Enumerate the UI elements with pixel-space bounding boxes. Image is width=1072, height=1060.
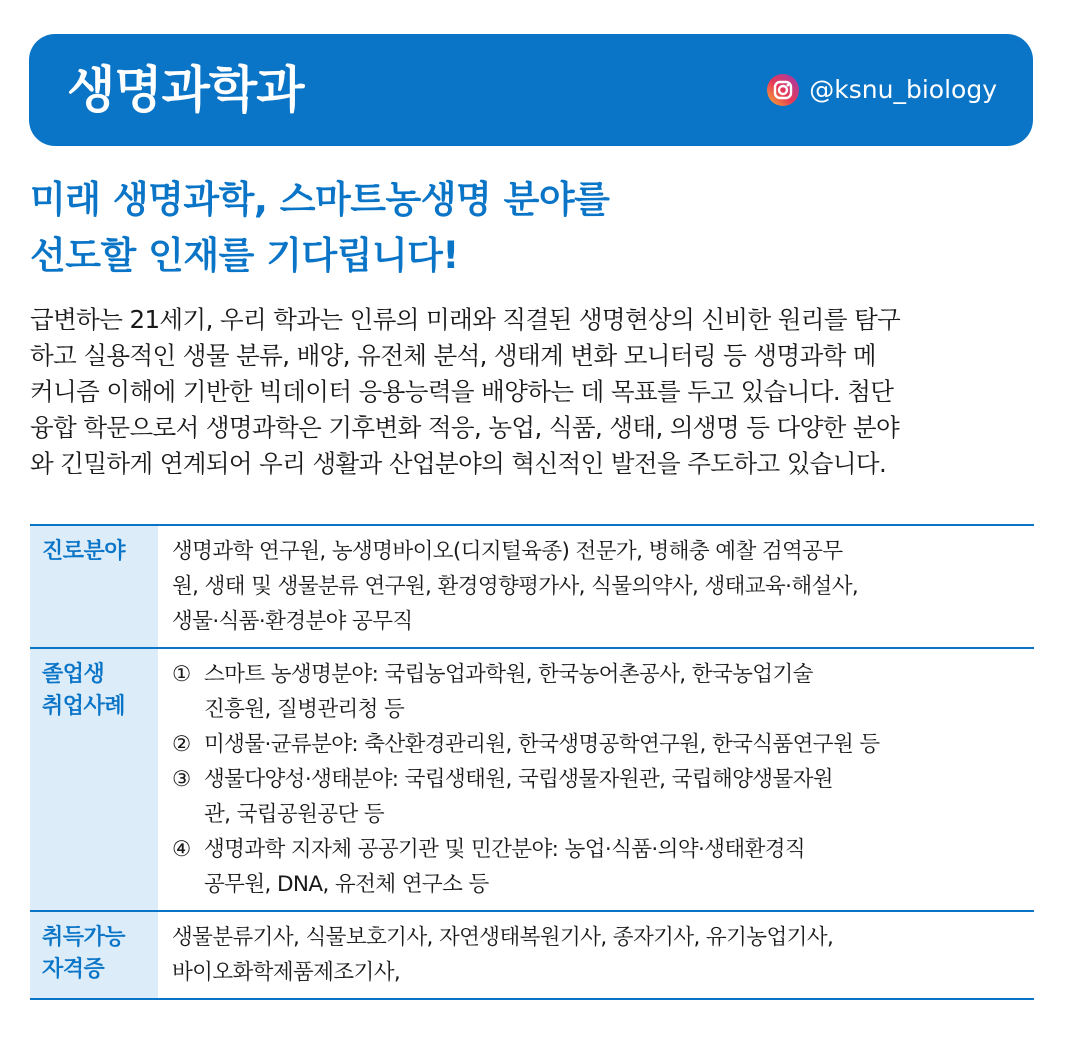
- list-item: [172, 832, 1034, 902]
- item-line: 스마트 농생명분야: 국립농업과학원, 한국농어촌공사, 한국농업기술: [204, 662, 813, 687]
- career-label-text: 진로분야: [42, 539, 126, 564]
- certificates-label-text: 취득가능: [42, 925, 126, 950]
- career-line: 생명과학 연구원, 농생명바이오(디지털육종) 전문가, 병해충 예찰 검역공무: [172, 539, 843, 564]
- header-banner: [29, 34, 1033, 146]
- career-line: 원, 생태 및 생물분류 연구원, 환경영향평가사, 식물의약사, 생태교육·해설사,: [172, 574, 859, 599]
- intro-line: 와 긴밀하게 연계되어 우리 생활과 산업분야의 혁신적인 발전을 주도하고 있습니다.: [30, 449, 887, 478]
- item-number: ③: [172, 767, 191, 792]
- intro-line: 커니즘 이해에 기반한 빅데이터 응용능력을 배양하는 데 목표를 두고 있습니다. 첨단: [30, 377, 894, 406]
- list-item: [172, 762, 1034, 832]
- employment-label-text: 취업사례: [42, 694, 126, 719]
- employment-content: [158, 649, 1034, 910]
- employment-label: [30, 649, 158, 910]
- page-title: 생명과학과: [67, 61, 304, 119]
- list-item: [172, 657, 1034, 727]
- career-row: [30, 526, 1034, 649]
- headline-line: 미래 생명과학, 스마트농생명 분야를: [30, 178, 610, 221]
- headline-line: 선도할 인재를 기다립니다!: [30, 234, 459, 277]
- instagram-icon: [767, 74, 799, 106]
- item-line: 생명과학 지자체 공공기관 및 민간분야: 농업·식품·의약·생태환경직: [204, 837, 806, 862]
- intro-line: 급변하는 21세기, 우리 학과는 인류의 미래와 직결된 생명현상의 신비한 원리를 탐구: [30, 305, 901, 334]
- item-line: 공무원, DNA, 유전체 연구소 등: [204, 872, 489, 897]
- employment-label-text: 졸업생: [42, 662, 105, 687]
- certificates-content: [158, 912, 1034, 998]
- career-content: [158, 526, 1034, 647]
- intro-line: 하고 실용적인 생물 분류, 배양, 유전체 분석, 생태계 변화 모니터링 등 생명과학 메: [30, 341, 876, 370]
- instagram-handle[interactable]: @ksnu_biology: [809, 75, 997, 104]
- employment-row: [30, 649, 1034, 912]
- item-line: 관, 국립공원공단 등: [204, 802, 385, 827]
- certificates-label: [30, 912, 158, 998]
- item-line: 진흥원, 질병관리청 등: [204, 697, 405, 722]
- item-line: 미생물·균류분야: 축산환경관리원, 한국생명공학연구원, 한국식품연구원 등: [204, 732, 880, 757]
- certificates-line: 바이오화학제품제조기사,: [172, 960, 401, 985]
- certificates-line: 생물분류기사, 식물보호기사, 자연생태복원기사, 종자기사, 유기농업기사,: [172, 925, 834, 950]
- intro-line: 융합 학문으로서 생명과학은 기후변화 적응, 농업, 식품, 생태, 의생명 등 다양한 분야: [30, 413, 900, 442]
- headline: [30, 172, 609, 284]
- item-line: 생물다양성·생태분야: 국립생태원, 국립생물자원관, 국립해양생물자원: [204, 767, 833, 792]
- info-table: [30, 524, 1034, 1000]
- career-label: [30, 526, 158, 647]
- career-line: 생물·식품·환경분야 공무직: [172, 609, 413, 634]
- intro-paragraph: [30, 302, 1038, 482]
- certificates-row: [30, 912, 1034, 1000]
- list-item: [172, 727, 1034, 762]
- item-number: ②: [172, 732, 191, 757]
- certificates-label-text: 자격증: [42, 957, 105, 982]
- item-number: ①: [172, 662, 191, 687]
- item-number: ④: [172, 837, 191, 862]
- instagram-link[interactable]: [767, 74, 997, 106]
